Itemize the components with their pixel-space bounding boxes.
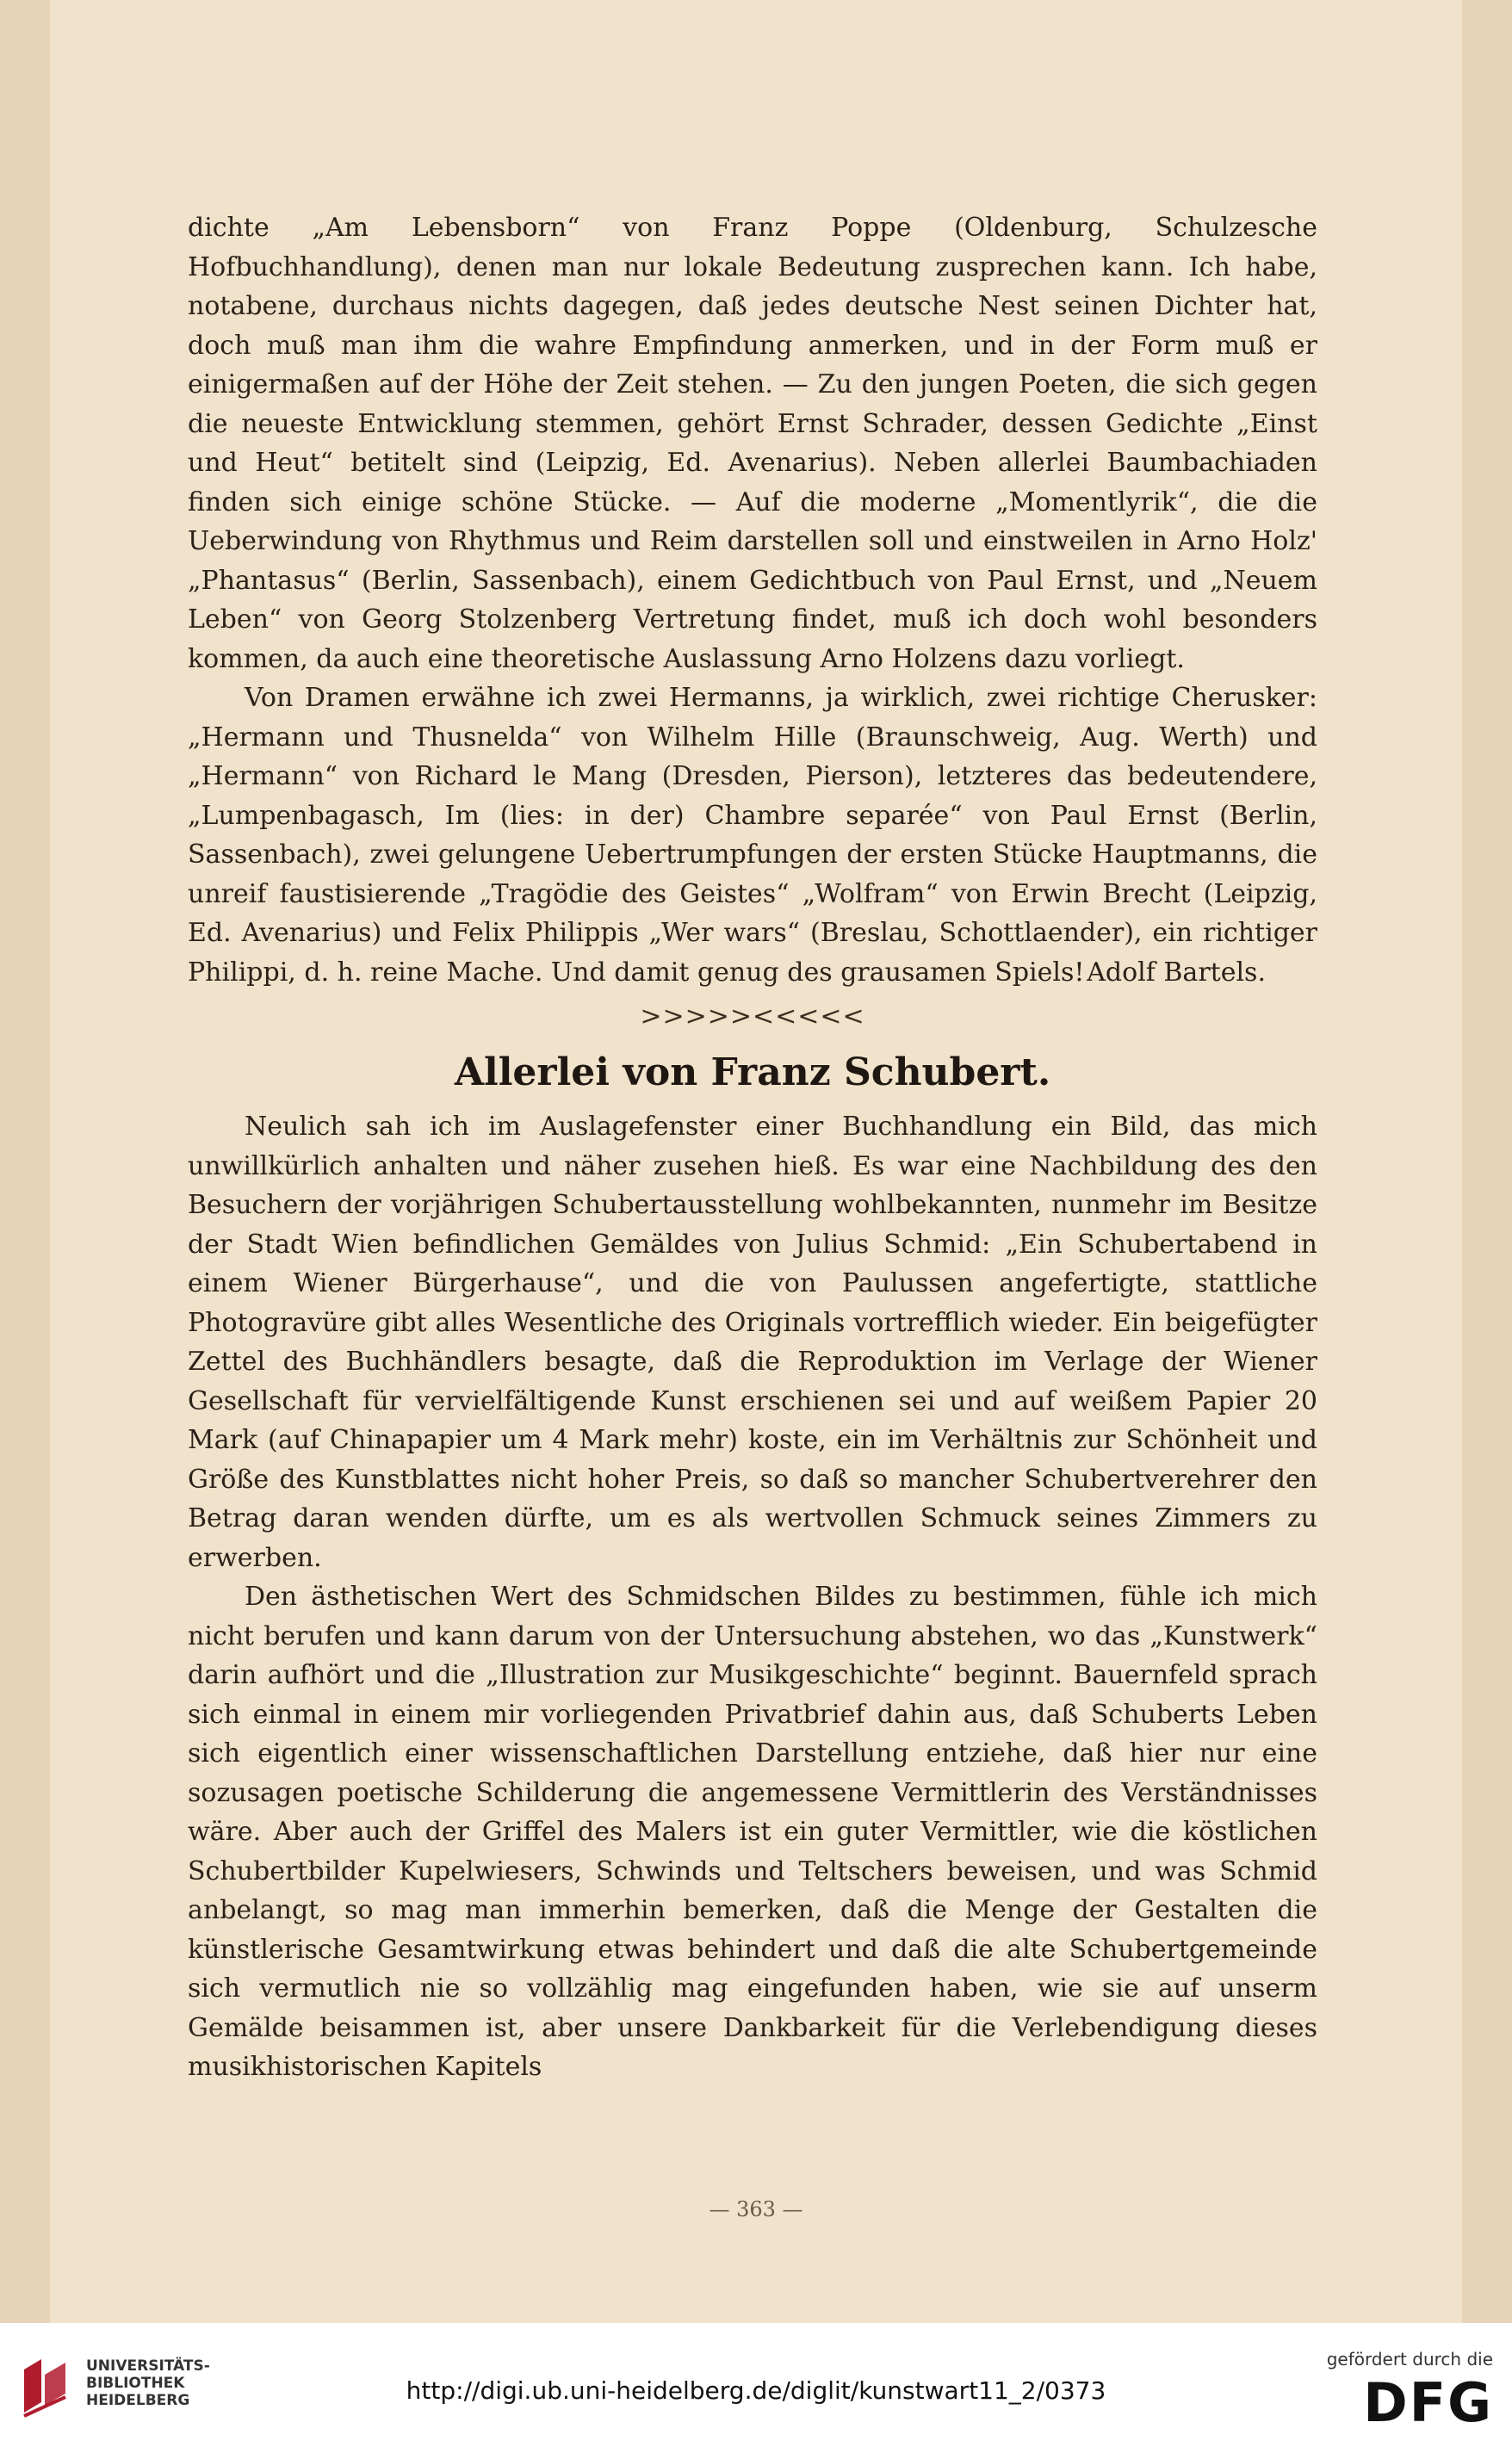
paragraph-poetry-review: dichte „Am Lebensborn“ von Franz Poppe (Oldenburg, Schulzesche Hofbuchhandlung), denen man nur lokale Bedeutung zusprechen kann. Ich habe, notabene, durchaus nichts dagegen, daß jedes deutsche Nest seinen Dichter hat, doch muß man ihm die wahre Empfindung anmerken, und in der Form muß er einigermaßen auf der Höhe der Zeit stehen. — Zu den jungen Poeten, die sich gegen die neueste Entwicklung stemmen, gehört Ernst Schrader, dessen Gedichte „Einst und Heut“ betitelt sind (Leipzig, Ed. Avenarius). Neben allerlei Baumbachiaden finden sich einige schöne Stücke. — Auf die moderne „Momentlyrik“, die die Ueberwindung von Rhythmus und Reim darstellen soll und einstweilen in Arno Holz' „Phantasus“ (Berlin, Sassenbach), einem Gedichtbuch von Paul Ernst, und „Neuem Leben“ von Georg Stolzenberg Vertretung findet, muß ich doch wohl besonders kommen, da auch eine theoretische Auslassung Arno Holzens dazu vorliegt.	[188, 213, 1317, 674]
dfg-logo[interactable]: DFG	[1363, 2371, 1493, 2434]
section-title: Allerlei von Franz Schubert.	[454, 1050, 1051, 1094]
paragraph-schubert-1: Neulich sah ich im Auslagefenster einer Buchhandlung ein Bild, das mich unwillkürlich anhalten und näher zusehen hieß. Es war eine Nachbildung des den Besuchern der vorjährigen Schubertausstellung wohlbekannten, nunmehr im Besitze der Stadt Wien befindlichen Gemäldes von Julius Schmid: „Ein Schubertabend in einem Wiener Bürgerhause“, und die von Paulussen angefertigte, stattliche Photogravüre gibt alles Wesentliche des Originals vortrefflich wieder. Ein beigefügter Zettel des Buchhändlers besagte, daß die Reproduktion im Verlage der Wiener Gesellschaft für vervielfältigende Kunst erschienen sei und auf weißem Papier 20 Mark (auf Chinapapier um 4 Mark mehr) koste, ein im Verhältnis zur Schönheit und Größe des Kunstblattes nicht hoher Preis, so daß so mancher Schubertverehrer den Betrag daran wenden dürfte, um es als wertvollen Schmuck seines Zimmers zu erwerben.	[188, 1112, 1317, 1573]
paragraph-drama-review: Von Dramen erwähne ich zwei Hermanns, ja wirklich, zwei richtige Cherusker: „Hermann und Thusnelda“ von Wilhelm Hille (Braunschweig, Aug. Werth) und „Hermann“ von Richard le Mang (Dresden, Pierson), letzteres das bedeutendere, „Lumpenbagasch, Im (lies: in der) Chambre separée“ von Paul Ernst (Berlin, Sassenbach), zwei gelungene Uebertrumpfungen der ersten Stücke Hauptmanns, die unreif faustisierende „Tragödie des Geistes“ „Wolfram“ von Erwin Brecht (Leipzig, Ed. Avenarius) und Felix Philippis „Wer wars“ (Breslau, Schottlaender), ein richtiger Philippi, d. h. reine Mache. Und damit genug des grausamen Spiels!	[188, 683, 1317, 988]
page-text-block	[188, 208, 1317, 2087]
section-divider-ornament: >>>>><<<<<	[640, 1001, 865, 1031]
paragraph-schubert-2: Den ästhetischen Wert des Schmidschen Bildes zu bestimmen, fühle ich mich nicht berufen und kann darum von der Untersuchung abstehen, wo das „Kunstwerk“ darin aufhört und die „Illustration zur Musikgeschichte“ beginnt. Bauernfeld sprach sich einmal in einem mir vorliegenden Privatbrief dahin aus, daß Schuberts Leben sich eigentlich einer wissenschaftlichen Darstellung entziehe, daß hier nur eine sozusagen poetische Schilderung die angemessene Vermittlerin des Verständnisses wäre. Aber auch der Griffel des Malers ist ein guter Vermittler, wie die köstlichen Schubertbilder Kupelwiesers, Schwinds und Teltschers beweisen, und was Schmid anbelangt, so mag man immerhin bemerken, daß die Menge der Gestalten die künstlerische Gesamtwirkung etwas behindert und daß die alte Schubertgemeinde sich vermutlich nie so vollzählig mag eingefunden haben, wie sie auf unserm Gemälde beisammen ist, aber unsere Dankbarkeit für die Verlebendigung dieses musikhistorischen Kapitels	[188, 1582, 1317, 2082]
author-signature: Adolf Bartels.	[1087, 957, 1266, 988]
permalink-url[interactable]: http://digi.ub.uni-heidelberg.de/diglit/kunstwart11_2/0373	[406, 2376, 1106, 2405]
institution-name-line: BIBLIOTHEK	[86, 2375, 185, 2392]
page-number: — 363 —	[709, 2197, 803, 2221]
institution-name-line: UNIVERSITÄTS-	[86, 2357, 210, 2375]
funding-note: gefördert durch die	[1326, 2349, 1493, 2370]
institution-name-line: HEIDELBERG	[86, 2392, 190, 2409]
viewer-footer	[0, 2323, 1512, 2447]
